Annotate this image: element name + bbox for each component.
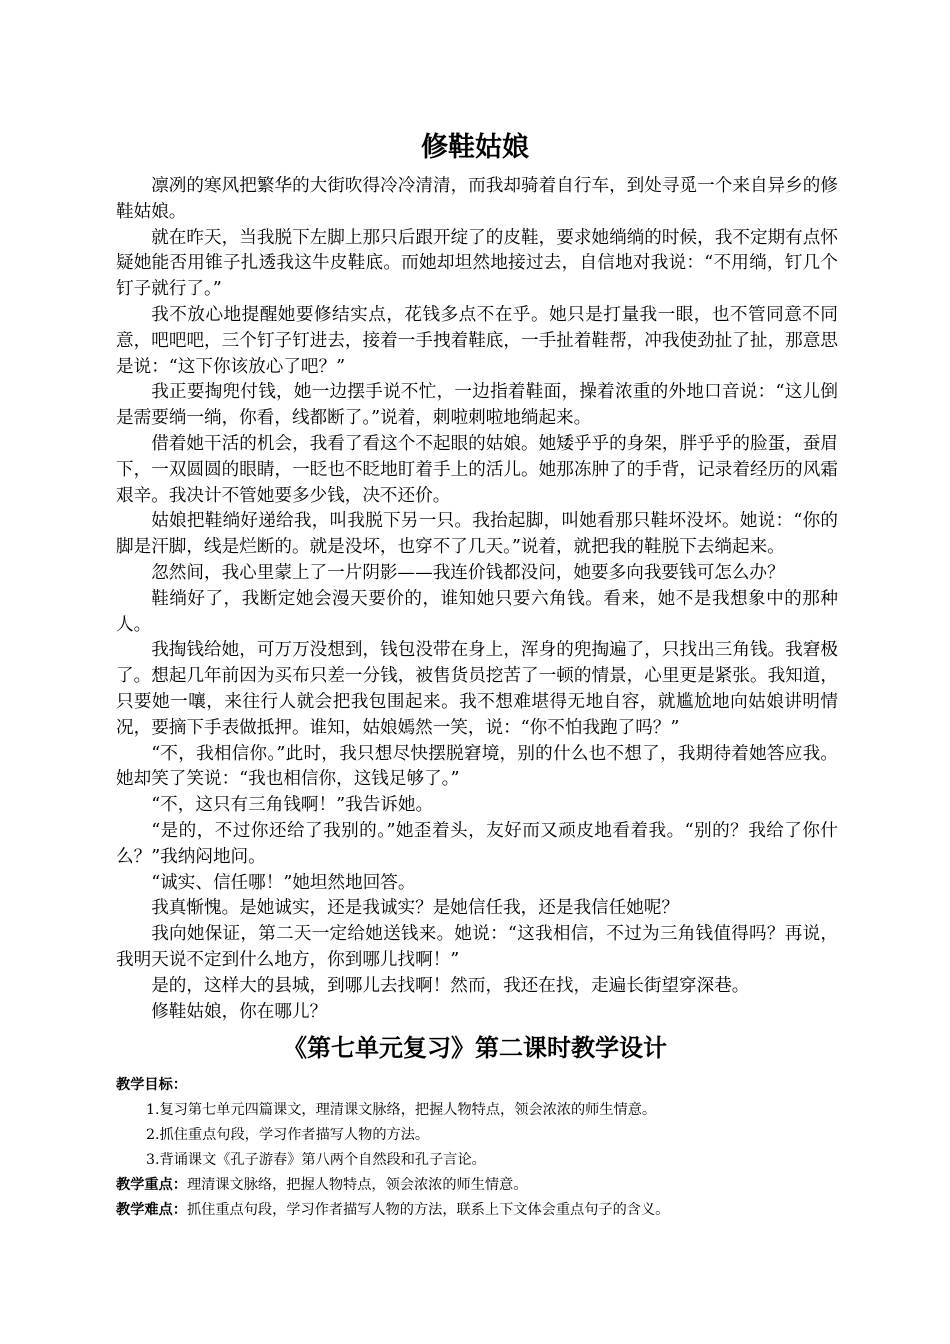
story-paragraph: “不，我相信你。”此时，我只想尽快摆脱窘境，别的什么也不想了，我期待着她答应我。她却笑了笑说：“我也相信你，这钱足够了。” bbox=[116, 743, 838, 790]
goals-heading-row bbox=[116, 1073, 846, 1098]
goal-item: 1.复习第七单元四篇课文，理清课文脉络，把握人物特点，领会浓浓的师生情意。 bbox=[146, 1102, 657, 1118]
story-paragraph: 鞋绱好了，我断定她会漫天要价的，谁知她只要六角钱。看来，她不是我想象中的那种人。 bbox=[116, 588, 838, 635]
goal-item: 3.背诵课文《孔子游春》第八两个自然段和孔子言论。 bbox=[146, 1152, 486, 1168]
story-paragraph: 忽然间，我心里蒙上了一片阴影——我连价钱都没问，她要多向我要钱可怎么办？ bbox=[151, 562, 785, 583]
lesson-plan bbox=[116, 1073, 846, 1223]
story-paragraph: 修鞋姑娘，你在哪儿？ bbox=[151, 1001, 328, 1022]
difficulty-text: 抓住重点句段，学习作者描写人物的方法，联系上下文体会重点句子的含义。 bbox=[186, 1202, 670, 1218]
key-point-row bbox=[116, 1173, 846, 1198]
difficulty-label: 教学难点： bbox=[116, 1202, 187, 1218]
story-paragraph: 姑娘把鞋绱好递给我，叫我脱下另一只。我抬起脚，叫她看那只鞋坏没坏。她说：“你的脚是汗脚，线是烂断的。就是没坏，也穿不了几天。”说着，就把我的鞋脱下去绱起来。 bbox=[116, 511, 838, 558]
story-paragraph: 我真惭愧。是她诚实，还是我诚实？是她信任我，还是我信任她呢？ bbox=[151, 898, 680, 919]
story-paragraph: 我向她保证，第二天一定给她送钱来。她说：“这我相信，不过为三角钱值得吗？再说，我明天说不定到什么地方，你到哪儿找啊！” bbox=[116, 924, 838, 970]
story-paragraph: 是的，这样大的县城，到哪儿去找啊！然而，我还在找，走遍长街望穿深巷。 bbox=[151, 975, 750, 996]
difficulty-row bbox=[116, 1198, 846, 1223]
story-paragraph: “不，这只有三角钱啊！”我告诉她。 bbox=[151, 795, 434, 816]
goals-label: 教学目标： bbox=[116, 1077, 187, 1093]
story-paragraph: “诚实、信任哪！”她坦然地回答。 bbox=[151, 872, 416, 893]
story-paragraph: 我正要掏兜付钱，她一边摆手说不忙，一边指着鞋面，操着浓重的外地口音说：“这儿倒是需要绱一绱，你看，线都断了。”说着，刺啦刺啦地绱起来。 bbox=[116, 382, 838, 429]
lesson-title: 《第七单元复习》第二课时教学设计 bbox=[283, 1034, 667, 1062]
key-point-label: 教学重点： bbox=[116, 1177, 187, 1193]
story-body bbox=[116, 174, 838, 1025]
story-paragraph: 凛冽的寒风把繁华的大街吹得冷冷清清，而我却骑着自行车，到处寻觅一个来自异乡的修鞋姑娘。 bbox=[116, 176, 838, 222]
story-paragraph: “是的，不过你还给了我别的。”她歪着头，友好而又顽皮地看着我。“别的？我给了你什么？”我纳闷地问。 bbox=[116, 820, 838, 867]
story-title: 修鞋姑娘 bbox=[421, 132, 529, 163]
goal-item: 2.抓住重点句段，学习作者描写人物的方法。 bbox=[146, 1127, 430, 1143]
story-paragraph: 我不放心地提醒她要修结实点，花钱多点不在乎。她只是打量我一眼，也不管同意不同意，吧吧吧，三个钉子钉进去，接着一手拽着鞋底，一手扯着鞋帮，冲我使劲扯了扯，那意思是说：“这下你该放心了吧？” bbox=[116, 304, 838, 377]
story-paragraph: 我掏钱给她，可万万没想到，钱包没带在身上，浑身的兜掏遍了，只找出三角钱。我窘极了。想起几年前因为买布只差一分钱，被售货员挖苦了一顿的情景，心里更是紧张。我知道，只要她一嚷，来往行人就会把我包围起来。我不想难堪得无地自容，就尴尬地向姑娘讲明情况，要摘下手表做抵押。谁知，姑娘嫣然一笑，说：“你不怕我跑了吗？” bbox=[116, 640, 838, 738]
story-paragraph: 借着她干活的机会，我看了看这个不起眼的姑娘。她矮乎乎的身架，胖乎乎的脸蛋，蚕眉下，一双圆圆的眼睛，一眨也不眨地盯着手上的活儿。她那冻肿了的手背，记录着经历的风霜艰辛。我决计不管她要多少钱，决不还价。 bbox=[116, 433, 838, 506]
key-point-text: 理清课文脉络，把握人物特点，领会浓浓的师生情意。 bbox=[186, 1177, 528, 1193]
story-paragraph: 就在昨天，当我脱下左脚上那只后跟开绽了的皮鞋，要求她绱绱的时候，我不定期有点怀疑她能否用锥子扎透我这牛皮鞋底。而她却坦然地接过去，自信地对我说：“不用绱，钉几个钉子就行了。” bbox=[116, 227, 838, 300]
